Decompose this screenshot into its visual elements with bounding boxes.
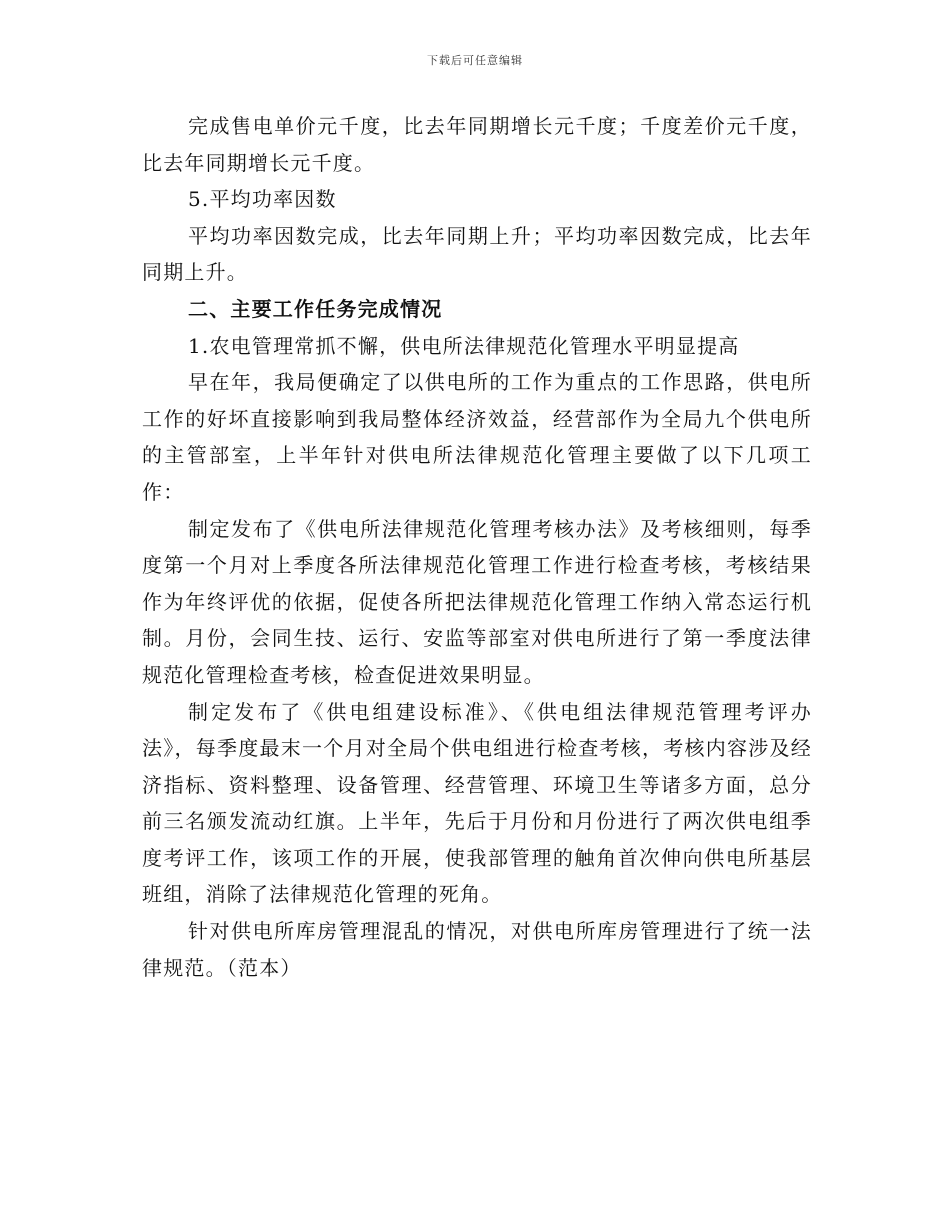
paragraph-warehouse-management: 针对供电所库房管理混乱的情况，对供电所库房管理进行了统一法律规范。（范本） bbox=[142, 919, 812, 980]
paragraph-power-factor: 平均功率因数完成，比去年同期上升；平均功率因数完成，比去年同期上升。 bbox=[142, 223, 812, 285]
paragraph-work-approach: 早在年，我局便确定了以供电所的工作为重点的工作思路，供电所工作的好坏直接影响到我局整体经济效益，经营部作为全局九个供电所的主管部室，上半年针对供电所法律规范化管理主要做了以下几项工作： bbox=[142, 370, 812, 504]
paragraph-assessment-measures: 制定发布了《供电所法律规范化管理考核办法》及考核细则，每季度第一个月对上季度各所法律规范化管理工作进行检查考核，考核结果作为年终评优的依据，促使各所把法律规范化管理工作纳入常态运行机制。月份，会同生技、运行、安监等部室对供电所进行了第一季度法律规范化管理检查考核，检查促进效果明显。 bbox=[142, 516, 812, 687]
page-header: 下载后可任意编辑 bbox=[427, 54, 523, 67]
subheading-rural-power-management: 1.农电管理常抓不懈，供电所法律规范化管理水平明显提高 bbox=[188, 333, 740, 358]
subheading-power-factor: 5.平均功率因数 bbox=[188, 187, 337, 212]
document-body bbox=[142, 108, 812, 986]
paragraph-unit-price: 完成售电单价元千度，比去年同期增长元千度；千度差价元千度，比去年同期增长元千度。 bbox=[142, 114, 812, 175]
paragraph-supply-group-standards: 制定发布了《供电组建设标准》、《供电组法律规范管理考评办法》，每季度最末一个月对全局个供电组进行检查考核，考核内容涉及经济指标、资料整理、设备管理、经营管理、环境卫生等诸多方面，总分前三名颁发流动红旗。上半年，先后于月份和月份进行了两次供电组季度考评工作，该项工作的开展，使我部管理的触角首次伸向供电所基层班组，消除了法律规范化管理的死角。 bbox=[142, 699, 812, 907]
section-heading-main-tasks: 二、主要工作任务完成情况 bbox=[188, 296, 443, 321]
